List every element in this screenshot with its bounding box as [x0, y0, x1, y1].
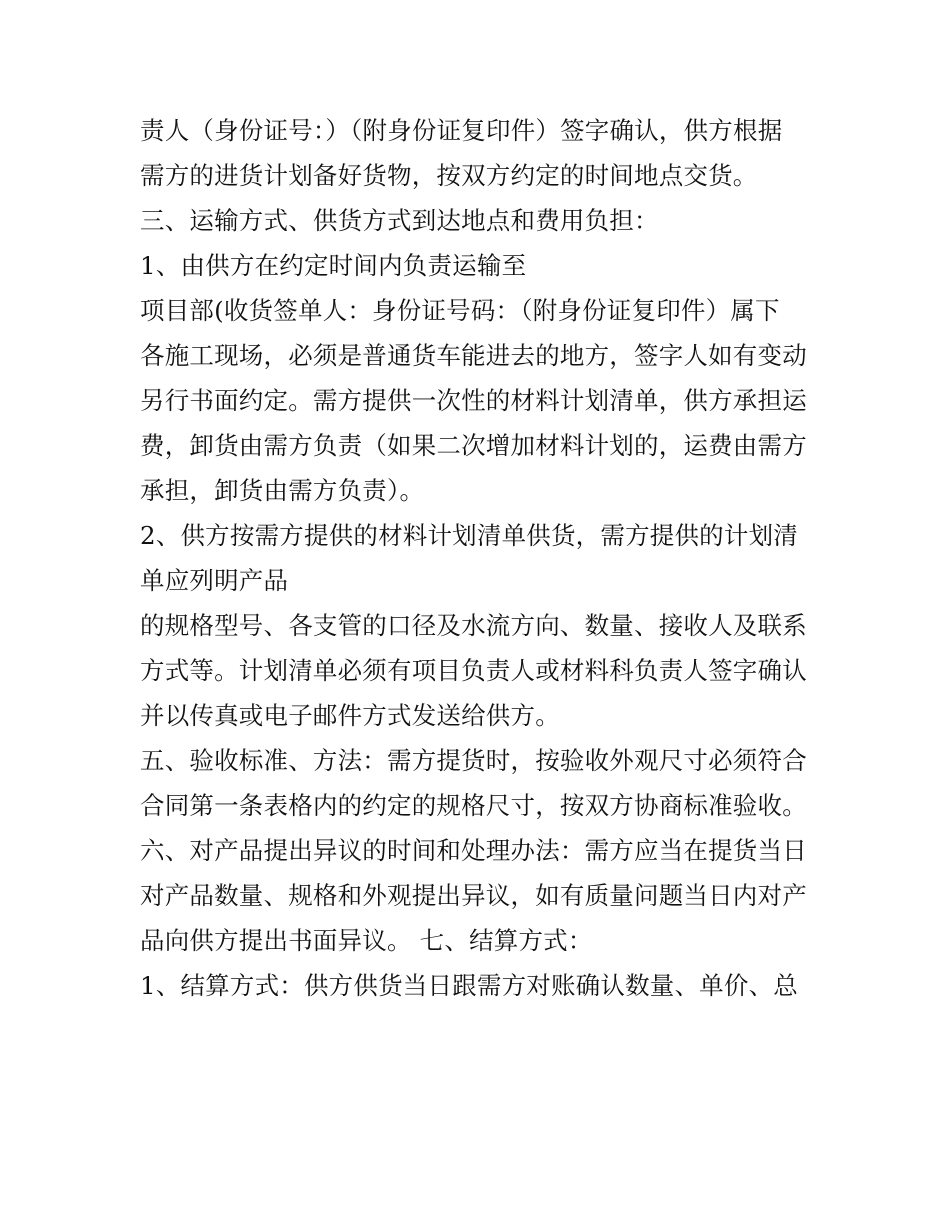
section-heading: 五、验收标准、方法：需方提货时，按验收外观尺寸必须符合 — [140, 746, 807, 775]
text-line: 对产品数量、规格和外观提出异议，如有质量问题当日内对产 — [140, 881, 807, 910]
text-line: 2、供方按需方提供的材料计划清单供货，需方提供的计划清 — [140, 521, 798, 550]
text-line: 方式等。计划清单必须有项目负责人或材料科负责人签字确认 — [140, 656, 807, 685]
section-heading: 六、对产品提出异议的时间和处理办法：需方应当在提货当日 — [140, 836, 807, 865]
text-line: 合同第一条表格内的约定的规格尺寸，按双方协商标准验收。 — [140, 791, 807, 820]
text-line: 各施工现场，必须是普通货车能进去的地方，签字人如有变动 — [140, 341, 807, 370]
text-line: 责人（身份证号：）（附身份证复印件）签字确认，供方根据 — [140, 116, 783, 145]
text-line: 另行书面约定。需方提供一次性的材料计划清单，供方承担运 — [140, 386, 807, 415]
text-line: 需方的进货计划备好货物，按双方约定的时间地点交货。 — [140, 161, 758, 190]
text-line: 单应列明产品 — [140, 566, 289, 595]
text-line: 并以传真或电子邮件方式发送给供方。 — [140, 701, 560, 730]
text-line: 承担，卸货由需方负责）。 — [140, 476, 425, 505]
text-line: 1、由供方在约定时间内负责运输至 — [140, 251, 527, 280]
text-line: 1、结算方式：供方供货当日跟需方对账确认数量、单价、总 — [140, 971, 798, 1000]
section-heading: 三、运输方式、供货方式到达地点和费用负担： — [140, 206, 659, 235]
text-line: 费，卸货由需方负责（如果二次增加材料计划的，运费由需方 — [140, 431, 807, 460]
text-line: 的规格型号、各支管的口径及水流方向、数量、接收人及联系 — [140, 611, 807, 640]
text-line: 品向供方提出书面异议。 七、结算方式： — [140, 926, 593, 955]
document-body — [140, 108, 820, 1008]
text-line: 项目部(收货签单人：身份证号码：（附身份证复印件）属下 — [140, 296, 780, 325]
